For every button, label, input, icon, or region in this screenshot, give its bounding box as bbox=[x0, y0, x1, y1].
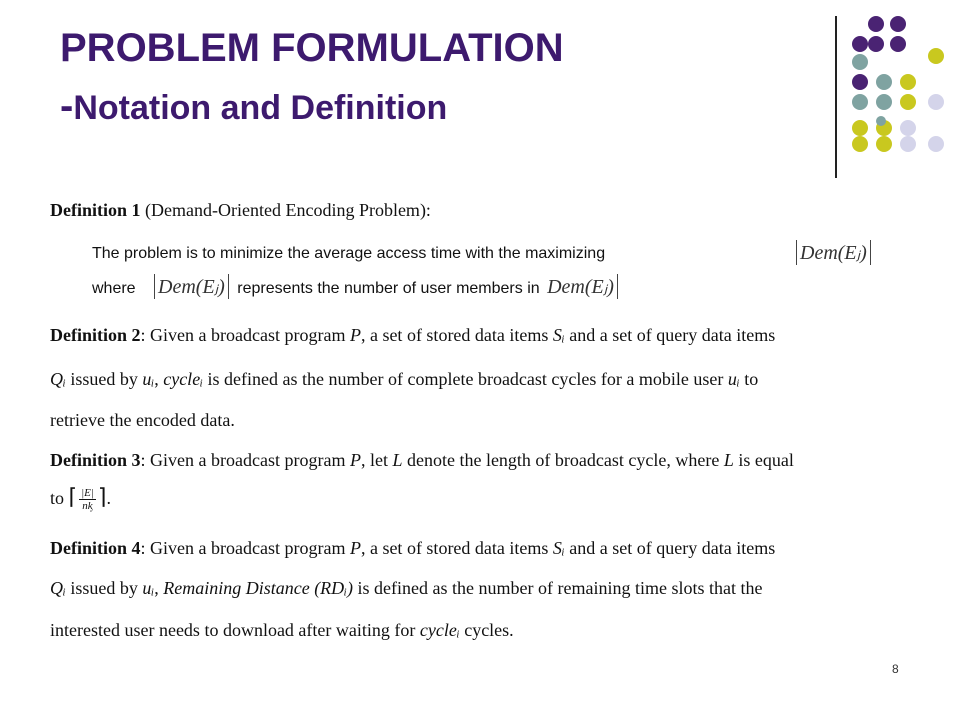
def1-line2 bbox=[92, 274, 618, 299]
page-number: 8 bbox=[892, 662, 899, 676]
dot-olive bbox=[928, 48, 944, 64]
decorative-dot-grid bbox=[852, 16, 952, 156]
ceil-right: ⌉ bbox=[97, 484, 107, 509]
dot-purple bbox=[890, 36, 906, 52]
dot-lavender bbox=[900, 136, 916, 152]
dot-lavender bbox=[928, 94, 944, 110]
title-subtitle bbox=[60, 82, 564, 132]
dot-purple bbox=[868, 16, 884, 32]
def2-line3: retrieve the encoded data. bbox=[50, 410, 235, 430]
def1-line1: The problem is to minimize the average access time with the maximizing bbox=[92, 245, 606, 262]
def4-line3: interested user needs to download after waiting for cycleᵢ cycles. bbox=[50, 620, 514, 640]
def1-heading bbox=[50, 200, 431, 221]
def3-line2: to ⌈ $\frac{|E|}{\text{nᶄ}}$ ⌉. bbox=[50, 484, 111, 513]
title-main: PROBLEM FORMULATION bbox=[60, 26, 564, 70]
dot-teal bbox=[852, 54, 868, 70]
def2-label: Definition 2 bbox=[50, 325, 141, 345]
subtitle-dash: - bbox=[60, 84, 74, 128]
dot-olive bbox=[852, 120, 868, 136]
dot-purple bbox=[852, 36, 868, 52]
def3-label: Definition 3 bbox=[50, 450, 141, 470]
def2-line2: Qᵢ issued by uᵢ, cycleᵢ is defined as the number of complete broadcast cycles for a mobile user uᵢ to bbox=[50, 369, 759, 389]
def1-represents: represents the number of user members in bbox=[237, 280, 540, 297]
dot-olive bbox=[900, 94, 916, 110]
dot-teal bbox=[852, 94, 868, 110]
def4-label: Definition 4 bbox=[50, 538, 141, 558]
def3-line1: Definition 3: Given a broadcast program P, let L denote the length of broadcast cycle, where L is equal bbox=[50, 450, 794, 470]
def1-title: (Demand-Oriented Encoding Problem): bbox=[145, 200, 431, 220]
dot-olive bbox=[876, 136, 892, 152]
subtitle-text: Notation and Definition bbox=[73, 89, 448, 127]
dot-teal bbox=[876, 116, 886, 126]
slide-title bbox=[60, 20, 564, 132]
dot-teal bbox=[876, 74, 892, 90]
def1-label: Definition 1 bbox=[50, 200, 141, 220]
dot-purple bbox=[890, 16, 906, 32]
dot-olive bbox=[852, 136, 868, 152]
def4-line1: Definition 4: Given a broadcast program P, a set of stored data items Sᵢ and a set of query data items bbox=[50, 538, 776, 558]
dot-teal bbox=[876, 94, 892, 110]
dot-lavender bbox=[900, 120, 916, 136]
divider-line bbox=[835, 16, 837, 178]
dot-purple bbox=[852, 74, 868, 90]
def1-dem-formula-2: Dem(Eⱼ) bbox=[154, 274, 229, 299]
fraction-E-over-nc: $\frac{|E|}{\text{nᶄ}}$ bbox=[81, 487, 94, 513]
def1-where: where bbox=[92, 280, 136, 297]
def4-line2: Qᵢ issued by uᵢ, Remaining Distance (RDᵢ) is defined as the number of remaining time slots that the bbox=[50, 578, 763, 598]
ceil-left: ⌈ bbox=[68, 484, 78, 509]
def1-dem-formula-3: Dem(Eⱼ) bbox=[544, 274, 618, 299]
dot-lavender bbox=[928, 136, 944, 152]
dot-purple bbox=[868, 36, 884, 52]
def2-line1: Definition 2: Given a broadcast program P, a set of stored data items Sᵢ and a set of query data items bbox=[50, 325, 776, 345]
def1-dem-formula-1: Dem(Eⱼ) bbox=[796, 240, 871, 265]
dot-olive bbox=[900, 74, 916, 90]
